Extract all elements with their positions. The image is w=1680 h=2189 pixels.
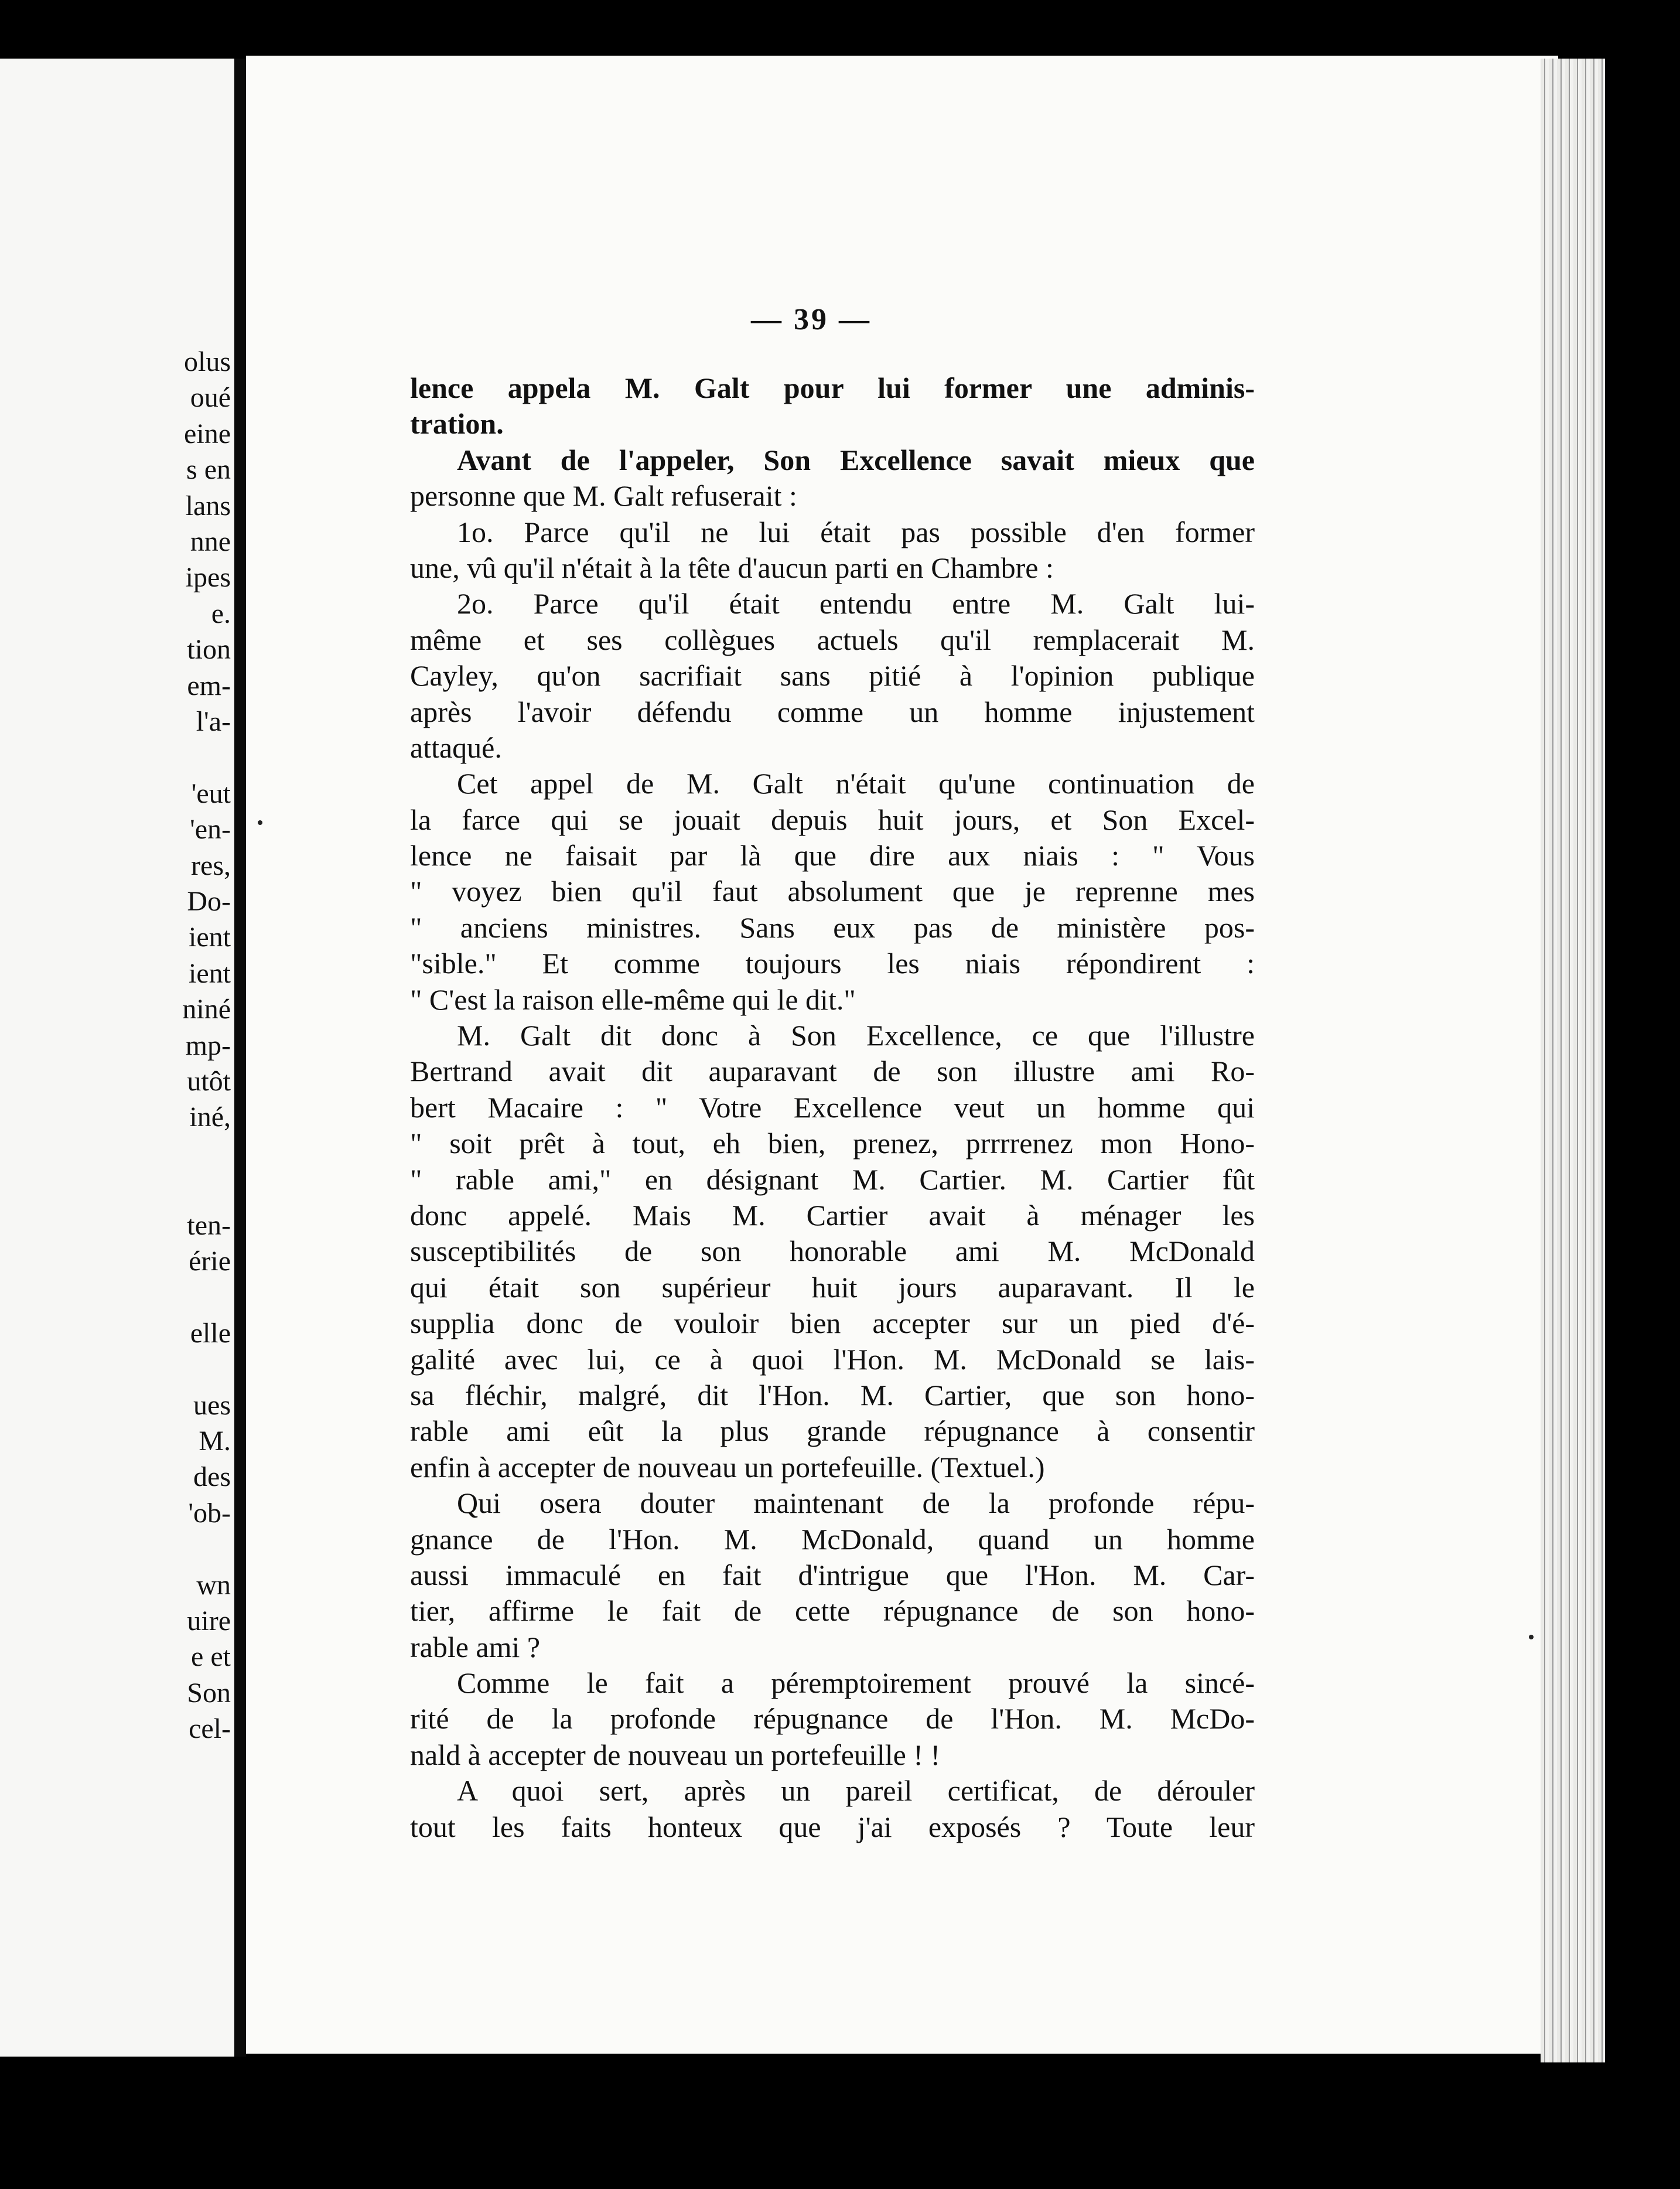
left-page-line: oué — [190, 382, 231, 414]
left-page-line: wn — [196, 1569, 231, 1601]
text-line: Cayley, qu'on sacrifiait sans pitié à l'opinion publique — [410, 659, 1255, 693]
text-line: après l'avoir défendu comme un homme injustement — [410, 695, 1255, 728]
text-line: susceptibilités de son honorable ami M. McDonald — [410, 1235, 1255, 1268]
text-line: donc appelé. Mais M. Cartier avait à ménager les — [410, 1198, 1255, 1232]
text-line: lence appela M. Galt pour lui former une adminis- — [410, 371, 1255, 404]
left-page-line: em- — [187, 670, 231, 701]
text-line: lence ne faisait par là que dire aux niais : " Vous — [410, 839, 1255, 872]
left-page-line: res, — [191, 850, 231, 881]
left-page-line: ient — [189, 957, 231, 989]
text-line: la farce qui se jouait depuis huit jours, et Son Excel- — [410, 803, 1255, 836]
left-page-line: ues — [193, 1389, 231, 1421]
text-line: "sible." Et comme toujours les niais répondirent : — [410, 947, 1255, 980]
text-line: attaqué. — [410, 731, 502, 764]
left-page-line: e et — [191, 1641, 231, 1673]
left-page-line: érie — [189, 1246, 231, 1277]
book-gutter — [234, 59, 246, 2057]
text-line: galité avec lui, ce à quoi l'Hon. M. McDonald se lais- — [410, 1342, 1255, 1376]
text-line: 1o. Parce qu'il ne lui était pas possible d'en former — [457, 515, 1255, 548]
left-page-line: ient — [189, 922, 231, 953]
text-line: 2o. Parce qu'il était entendu entre M. Galt lui- — [457, 587, 1255, 620]
text-line: " anciens ministres. Sans eux pas de ministère pos- — [410, 911, 1255, 944]
text-line: Qui osera douter maintenant de la profonde répu- — [457, 1486, 1255, 1520]
left-page-line: e. — [211, 598, 231, 629]
text-line: supplia donc de vouloir bien accepter sur un pied d'é- — [410, 1307, 1255, 1340]
left-page-line: olus — [183, 346, 231, 377]
left-page-line: ten- — [187, 1209, 231, 1241]
left-page-line: iné, — [189, 1102, 231, 1133]
left-page-line: cel- — [189, 1713, 231, 1745]
text-line: nald à accepter de nouveau un portefeuille ! ! — [410, 1738, 941, 1771]
left-page-line: M. — [199, 1426, 231, 1457]
left-page-line: l'a- — [196, 706, 231, 737]
left-page-line: ipes — [185, 562, 231, 594]
page-number: — 39 — — [751, 303, 872, 336]
text-line: personne que M. Galt refuserait : — [410, 479, 797, 513]
left-page-line: Do- — [187, 886, 231, 917]
ink-speck — [1529, 1635, 1534, 1639]
left-page-line: 'ob- — [188, 1497, 231, 1529]
text-line: enfin à accepter de nouveau un portefeuille. (Textuel.) — [410, 1450, 1045, 1484]
text-line: tier, affirme le fait de cette répugnance de son hono- — [410, 1594, 1255, 1628]
left-page-line: utôt — [187, 1066, 231, 1097]
text-line: rable ami ? — [410, 1630, 541, 1663]
body-text — [410, 370, 1255, 1845]
text-line: rité de la profonde répugnance de l'Hon. M. McDo- — [410, 1702, 1255, 1735]
text-line: Bertrand avait dit auparavant de son illustre ami Ro- — [410, 1055, 1255, 1088]
left-page — [0, 59, 234, 2057]
text-line: sa fléchir, malgré, dit l'Hon. M. Cartier, que son hono- — [410, 1378, 1255, 1411]
text-line: Avant de l'appeler, Son Excellence savait mieux que — [457, 443, 1255, 476]
left-page-line: nne — [190, 526, 231, 557]
text-line: tout les faits honteux que j'ai exposés ? Toute leur — [410, 1810, 1255, 1843]
left-page-line: Son — [187, 1677, 231, 1709]
text-line: " rable ami," en désignant M. Cartier. M. Cartier fût — [410, 1162, 1255, 1196]
text-line: tration. — [410, 407, 504, 441]
left-page-line: lans — [185, 490, 231, 521]
left-page-line: s en — [186, 454, 231, 486]
left-page-line: elle — [190, 1317, 231, 1349]
left-page-line: uire — [187, 1605, 231, 1636]
text-line: rable ami eût la plus grande répugnance à consentir — [410, 1414, 1255, 1448]
page-edges — [1541, 59, 1605, 2062]
left-page-line: des — [193, 1461, 231, 1493]
text-line: " soit prêt à tout, eh bien, prenez, prrrrenez mon Hono- — [410, 1127, 1255, 1160]
text-line: aussi immaculé en fait d'intrigue que l'Hon. M. Car- — [410, 1558, 1255, 1591]
left-page-line: eine — [184, 418, 231, 449]
text-line: A quoi sert, après un pareil certificat, de dérouler — [457, 1774, 1255, 1808]
text-line: bert Macaire : " Votre Excellence veut un homme qui — [410, 1090, 1255, 1124]
left-page-line: mp- — [185, 1029, 231, 1061]
left-page-line: tion — [187, 634, 231, 666]
text-line: une, vû qu'il n'était à la tête d'aucun parti en Chambre : — [410, 551, 1054, 584]
text-line: Cet appel de M. Galt n'était qu'une continuation de — [457, 767, 1255, 800]
text-line: " voyez bien qu'il faut absolument que je reprenne mes — [410, 875, 1255, 908]
text-line: qui était son supérieur huit jours auparavant. Il le — [410, 1270, 1255, 1304]
left-page-line: 'en- — [190, 814, 231, 845]
text-line: M. Galt dit donc à Son Excellence, ce que l'illustre — [457, 1019, 1255, 1052]
text-line: gnance de l'Hon. M. McDonald, quand un homme — [410, 1522, 1255, 1556]
text-line: même et ses collègues actuels qu'il remplacerait M. — [410, 623, 1255, 656]
text-line: Comme le fait a péremptoirement prouvé la sincé- — [457, 1666, 1255, 1700]
ink-speck — [258, 820, 262, 825]
left-page-line: niné — [182, 994, 231, 1025]
text-line: " C'est la raison elle-même qui le dit." — [410, 983, 856, 1016]
left-page-line: 'eut — [191, 778, 231, 809]
